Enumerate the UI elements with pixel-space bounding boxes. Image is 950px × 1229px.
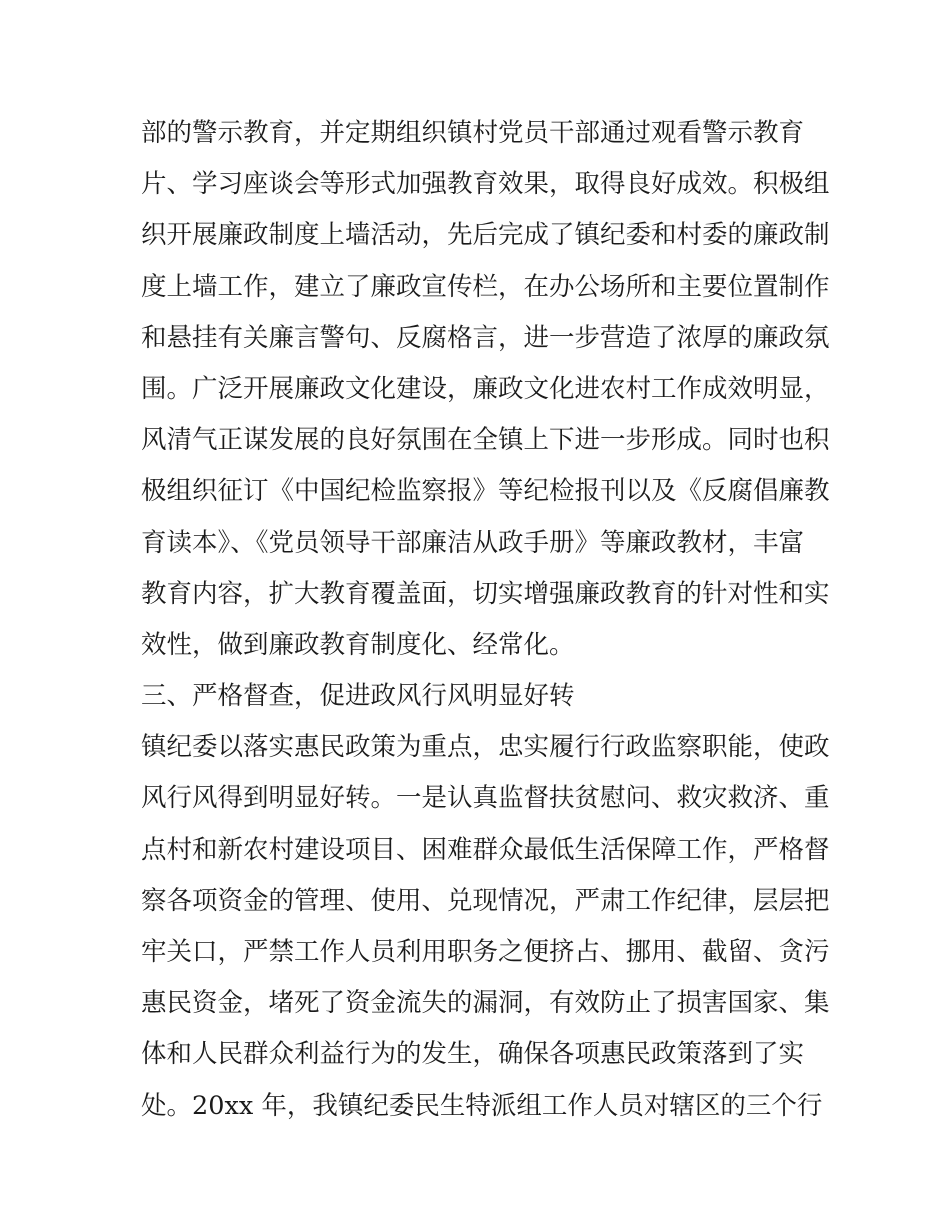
paragraph-line: 度上墙工作，建立了廉政宣传栏，在办公场所和主要位置制作 [141,271,830,302]
paragraph-line: 察各项资金的管理、使用、兑现情况，严肃工作纪律，层层把 [141,885,830,916]
paragraph-line: 极组织征订《中国纪检监察报》等纪检报刊以及《反腐倡廉教 [141,476,830,507]
paragraph-line: 风行风得到明显好转。一是认真监督扶贫慰问、救灾救济、重 [141,783,830,814]
paragraph-line: 镇纪委以落实惠民政策为重点，忠实履行行政监察职能，使政 [141,732,830,763]
document-body [141,108,830,1132]
paragraph-line: 牢关口，严禁工作人员利用职务之便挤占、挪用、截留、贪污 [141,937,830,967]
paragraph-line: 处。20xx 年，我镇纪委民生特派组工作人员对辖区的三个行 [141,1090,823,1121]
paragraph-line: 织开展廉政制度上墙活动，先后完成了镇纪委和村委的廉政制 [141,220,830,251]
paragraph-line: 部的警示教育，并定期组织镇村党员干部通过观看警示教育 [141,118,805,148]
paragraph-line: 效性，做到廉政教育制度化、经常化。 [141,629,575,660]
paragraph-line: 和悬挂有关廉言警句、反腐格言，进一步营造了浓厚的廉政氛 [141,322,830,353]
paragraph-line: 育读本》、《党员领导干部廉洁从政手册》等廉政教材，丰富 [141,527,805,558]
paragraph-line: 风清气正谋发展的良好氛围在全镇上下进一步形成。同时也积 [141,425,830,456]
paragraph-line: 围。广泛开展廉政文化建设，廉政文化进农村工作成效明显， [141,373,830,404]
paragraph-line: 体和人民群众利益行为的发生，确保各项惠民政策落到了实 [141,1039,805,1070]
paragraph-line: 惠民资金，堵死了资金流失的漏洞，有效防止了损害国家、集 [141,988,830,1019]
section-heading: 三、严格督查，促进政风行风明显好转 [141,681,575,712]
paragraph-line: 教育内容，扩大教育覆盖面，切实增强廉政教育的针对性和实 [141,578,830,609]
paragraph-line: 片、学习座谈会等形式加强教育效果，取得良好成效。积极组 [141,169,830,200]
paragraph-line: 点村和新农村建设项目、困难群众最低生活保障工作，严格督 [141,834,830,865]
